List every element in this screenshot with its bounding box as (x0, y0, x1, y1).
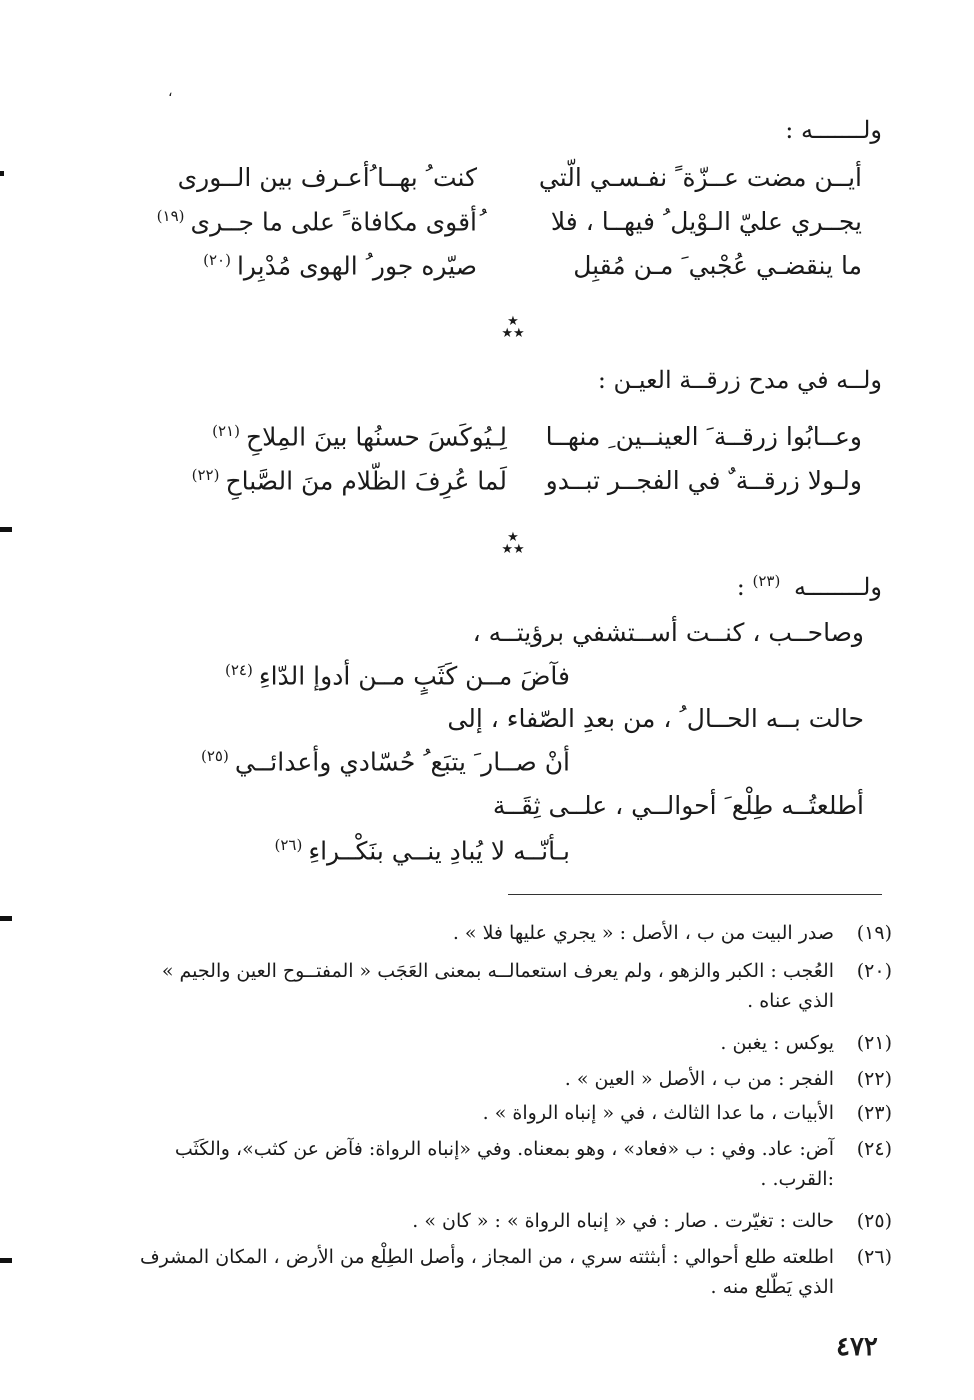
footnote-ref: (٢١) (212, 422, 240, 440)
margin-mark (0, 527, 12, 532)
footnote-text: حالت : تغيّرت . صار : في « إنباه الرواة » : « كان » . (412, 1210, 834, 1232)
poem-line (275, 836, 571, 865)
footnote-ref: (٢٠) (203, 251, 231, 269)
footnote-number: (٢٥) (856, 1210, 892, 1232)
poem-line-text: فآضَ مــن كَثَبٍ مــن أدوإ الدّاءِ (258, 661, 570, 691)
poem-line-text: أنْ صــار َ يتبَع ُ حُسّادي وأعدائــي (234, 747, 570, 777)
section-divider-stars: ★ ★★ (501, 314, 525, 341)
margin-mark (0, 171, 4, 176)
second-hemistich (203, 251, 477, 280)
footnote-ref: (٢٣) (752, 572, 781, 590)
footnote-text: اطلعته طلع أحوالي : أبثثته سري ، من المجاز ، وأصل الطِلْع من الأرض ، المكان المشرف الذي يَطّلع منه . (139, 1246, 834, 1298)
second-hemistich-text: صيّره جور ُ الهوى مُدْبِرا (236, 251, 477, 281)
second-hemistich-text: لَما عُرِفَ الظّلام منَ الصَّباحِ (225, 466, 507, 496)
first-hemistich: ولـولا زرقــة ٌ في الفجــر تبــدو (545, 466, 862, 495)
second-hemistich (157, 207, 477, 236)
footnote-number: (٢٢) (856, 1068, 892, 1090)
footnote (132, 1134, 892, 1194)
section-divider-stars: ★ ★★ (501, 530, 525, 557)
footnote-ref: (٢٥) (200, 747, 229, 765)
heading-text: ولــــــــه (793, 573, 882, 601)
footnote-separator (508, 894, 882, 895)
footnote-ref: (٢٦) (274, 836, 303, 854)
scan-speck: ، (168, 84, 173, 100)
poem-line (225, 661, 570, 690)
footnote-number: (٢٣) (856, 1102, 892, 1124)
verse-line (122, 163, 862, 203)
footnote-text: الفجر : من ب ، الأصل « العين » . (564, 1068, 834, 1090)
first-hemistich: وعــابُوا زرقــة َ العينــين ِ منهــا (545, 422, 862, 451)
footnote-text: آض: عاد. وفي : ب «فعاد» ، وهو بمعناه. وفي «إنباه الرواة: فآض عن كثب»، والكَثَب :القرب. . (174, 1138, 834, 1190)
poem-line-text: حالت بــه الحــال ُ ، من بعدِ الصّفاء ، إلى (447, 704, 864, 733)
second-hemistich (192, 466, 507, 495)
page-number: ٤٧٢ (836, 1332, 878, 1362)
heading-colon: : (736, 573, 745, 601)
footnote-text: يوكس : يغبن . (720, 1032, 834, 1054)
poem-line-text: أطلعتُــه طِلْع َ أحوالــي ، علــى ثِقَــة (492, 791, 864, 820)
margin-mark (0, 1258, 12, 1263)
footnote-ref: (٢٢) (191, 466, 220, 484)
poem-line-text: وصاحــب ، كنــت أســتشفي برؤيتــه ، (472, 618, 864, 647)
poem-line (493, 791, 864, 820)
footnote-number: (٢١) (856, 1032, 892, 1054)
footnote-text: صدر البيت من ب ، الأصل : « يجري عليها فلا » . (452, 922, 834, 944)
second-hemistich-text: ُأقوى مكافاة ً على ما جــرى (190, 207, 477, 237)
footnote-ref: (١٩) (156, 207, 185, 225)
first-hemistich: أيــن مضت عــزّة ً نفـسـي الّتي (538, 163, 862, 192)
footnote-text: العُجب : الكبر والزهو ، ولم يعرف استعمالــه بمعنى العَجَب « المفتــوح العين والجيم » الذي عناه . (161, 960, 834, 1012)
second-hemistich-text: لِـيُوكَسَ حسنُها بينَ المِلاحِ (245, 422, 507, 452)
footnote (132, 1098, 892, 1128)
footnote (132, 1028, 892, 1058)
section-heading: ولـــــــه : (785, 116, 882, 144)
section-heading (737, 572, 882, 601)
footnote-number: (١٩) (856, 922, 892, 944)
poem-line (473, 618, 864, 647)
first-hemistich: ما ينقضـي عُجْبي َ مـن مُقبِل (573, 251, 862, 280)
footnote-number: (٢٠) (856, 960, 892, 982)
footnote (132, 1206, 892, 1236)
first-hemistich: يجــري عليّ الـوْيل ُ فيهــا ، فلا (550, 207, 862, 236)
footnote (132, 956, 892, 1016)
second-hemistich-text: كنت ُ بهــا ُأعـرف بين الــورى (177, 163, 477, 192)
footnote (132, 1064, 892, 1094)
poem-line (201, 747, 570, 776)
verse-line (122, 207, 862, 247)
footnote-number: (٢٤) (856, 1138, 892, 1160)
verse-line (122, 422, 862, 462)
footnote-text: الأبيات ، ما عدا الثالث ، في « إنباه الرواة » . (482, 1102, 834, 1124)
footnote (132, 1242, 892, 1302)
verse-line (122, 466, 862, 506)
verse-line (122, 251, 862, 291)
second-hemistich (178, 163, 477, 192)
footnote-ref: (٢٤) (225, 661, 253, 679)
footnote (132, 918, 892, 948)
poem-line-text: بـأنّــه لا يُبادِ ينــي بنَكْــراءِ (308, 836, 570, 866)
poem-line (447, 704, 864, 733)
margin-mark (0, 916, 12, 921)
footnote-number: (٢٦) (856, 1246, 892, 1268)
second-hemistich (212, 422, 507, 451)
section-heading: ولــه في مدح زرقــة العيـن : (597, 366, 882, 394)
